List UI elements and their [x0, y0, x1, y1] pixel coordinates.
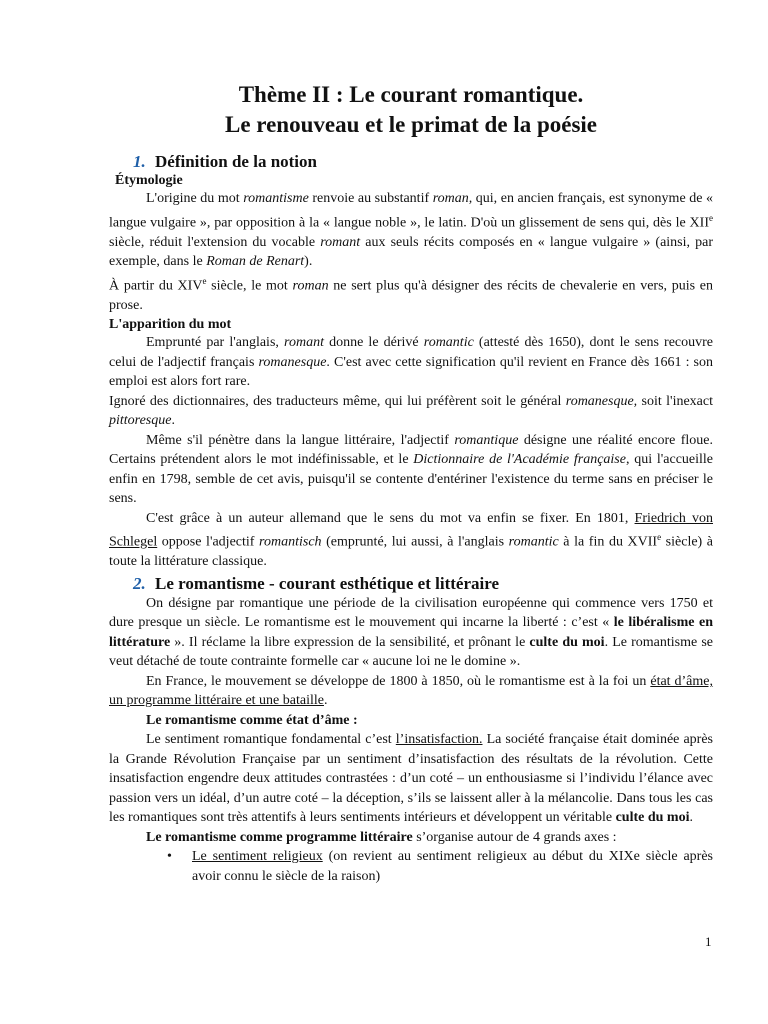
document-page — [109, 80, 713, 886]
apparition-paragraph-3: Même s'il pénètre dans la langue littéraire, l'adjectif romantique désigne une réalité encore floue. Certains prétendent alors le mot indéfinissable, et le Dictionnaire de l'Académie française, qui l'accueille enfin en 1798, semble de cet avis, puisqu'il se contente d'entériner l'existence du terme sans en préciser le sens. — [109, 432, 714, 507]
schlegel-link[interactable]: Friedrich von Schlegel — [109, 510, 713, 550]
section-2-heading — [109, 574, 713, 594]
apparition-paragraph-1: Emprunté par l'anglais, romant donne le dérivé romantic (attesté dès 1650), dont le sens recouvre celui de l'adjectif français romanesque. C'est avec cette signification qu'il revient en France dès 1661 : son emploi est alors fort rare. — [109, 335, 714, 390]
title-line-2: Le renouveau et le primat de la poésie — [225, 112, 597, 137]
etymologie-paragraph-1: L'origine du mot romantisme renvoie au substantif roman, qui, en ancien français, est synonyme de « langue vulgaire », par opposition à la « langue noble », le latin. D'où un glissement de sens qui, dès le XIIe siècle, réduit l'extension du vocable romant aux seuls récits composés en « langue vulgaire » (ainsi, par exemple, dans le Roman de Renart). — [109, 191, 714, 270]
bullet-icon: • — [167, 849, 172, 865]
section-2-title: Le romantisme - courant esthétique et littéraire — [155, 573, 500, 593]
apparition-paragraph-4: C'est grâce à un auteur allemand que le sens du mot va enfin se fixer. En 1801, Friedrich von Schlegel oppose l'adjectif romantisch (emprunté, lui aussi, à l'anglais romantic à la fin du XVIIe siècle) à toute la littérature classique. — [109, 510, 714, 570]
list-item: • Le sentiment religieux (on revient au sentiment religieux au début du XIXe siècle après avoir connu le siècle de la raison) — [167, 849, 713, 884]
title-line-1: Thème II : Le courant romantique. — [238, 82, 584, 107]
apparition-heading: L'apparition du mot — [109, 317, 232, 333]
etat-d-ame-heading: Le romantisme comme état d’âme : — [146, 712, 358, 728]
section-2-paragraph-3: Le sentiment romantique fondamental c’est l’insatisfaction. La société française était dominée après la Grande Révolution Française par un sentiment d’insatisfaction des résultats de la révolution. Cette insatisfaction engendre deux attitudes contrastées : d’un coté – un enthousiasme si l’individu l’élance avec passion vers un idéal, d’un autre coté – la déception, s’ils se laissent aller à la mélancolie. Dans tous les cas les romantiques sont très attentifs à leurs sentiments intérieurs et développent un véritable culte du moi. — [109, 732, 714, 826]
etymologie-heading: Étymologie — [115, 173, 183, 188]
page-title — [109, 80, 713, 140]
section-2-paragraph-2: En France, le mouvement se développe de 1800 à 1850, où le romantisme est à la foi un état d’âme, un programme littéraire et une bataille. — [109, 673, 714, 709]
section-2-paragraph-4: Le romantisme comme programme littéraire s’organise autour de 4 grands axes : — [146, 829, 617, 845]
section-1-heading — [109, 152, 713, 172]
apparition-paragraph-2: Ignoré des dictionnaires, des traducteurs même, qui lui préfèrent soit le général romanesque, soit l'inexact pittoresque. — [109, 393, 713, 429]
section-2-paragraph-1: On désigne par romantique une période de la civilisation européenne qui commence vers 1750 et dure presque un siècle. Le romantisme est le mouvement qui incarne la liberté : c’est « le libéralisme en littérature ». Il réclame la libre expression de la sensibilité, et prônant le culte du moi. Le romantisme se veut détaché de toute contrainte formelle car « aucune loi ne le domine ». — [109, 595, 713, 670]
page-number: 1 — [705, 934, 712, 949]
section-1-number: 1. — [133, 152, 146, 171]
section-1-title: Définition de la notion — [155, 152, 317, 171]
etymologie-paragraph-2: À partir du XIVe siècle, le mot roman ne sert plus qu'à désigner des récits de chevalerie en vers, puis en prose. — [109, 275, 713, 313]
section-2-number: 2. — [133, 573, 146, 593]
